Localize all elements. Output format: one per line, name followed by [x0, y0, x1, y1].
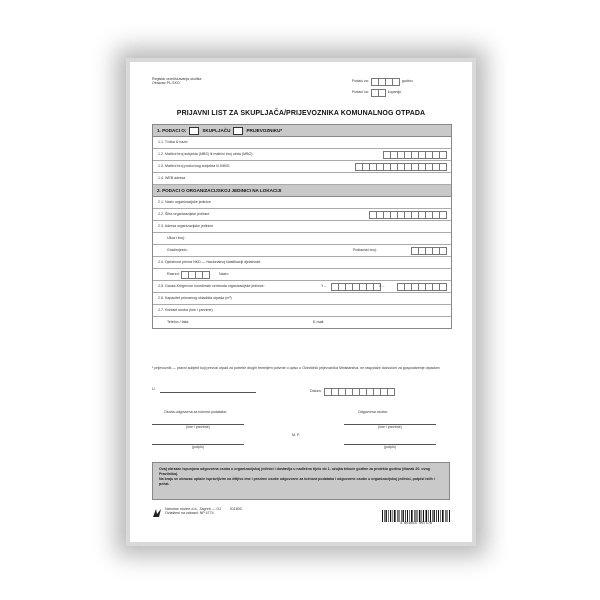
row-2-2[interactable]: 2.2. Šifra organizacijske jedinice	[153, 209, 451, 221]
row-2-3[interactable]: 2.3. Adresa organizacijske jedinice	[153, 221, 451, 233]
form-table	[152, 124, 452, 329]
signature-caption-right: (potpis)	[384, 445, 396, 449]
year-boxes[interactable]	[371, 78, 400, 86]
mbs-boxes[interactable]	[383, 151, 447, 159]
form-code: 511800	[230, 507, 242, 511]
row-2-7[interactable]: 2.7. Kontakt osoba (ime i prezime)	[153, 305, 451, 317]
register-header	[152, 78, 201, 86]
name-caption-left: (ime i prezime)	[186, 425, 210, 429]
row-2-4[interactable]: 2.4. Djelatnost prema NKD — Nacionalnoj klasifikaciji djelatnosti	[153, 257, 451, 269]
responsible-data-label: Osoba odgovorna za točnost podataka:	[164, 410, 227, 414]
row-1-4[interactable]: 1.4. WEB adresa	[153, 173, 451, 185]
date-field: Datum:	[310, 388, 395, 396]
form-sheet	[130, 62, 472, 542]
row-1-2[interactable]: 1.2. Matični broj subjekta (MBS) ili matični broj obrta (MBO)	[153, 149, 451, 161]
place-label: U	[152, 387, 155, 391]
stamp-place: M. P.	[292, 433, 300, 437]
place-line[interactable]	[160, 392, 256, 393]
section1-header: 1. PODACI O: SKUPLJAČU PRIJEVOZNIKU*	[153, 125, 451, 137]
footnote: * prijevoznik — pravni subjekt koji prevozi otpad za potrebe drugih temeljem potvrde o upisu u Očevidnik prijevoznika Ministarstva, ne raspolaže dozvolom za gospodarenje otpadom	[152, 366, 440, 370]
skupljac-checkbox[interactable]	[189, 127, 199, 135]
row-razred[interactable]: Razred: Naziv:	[153, 269, 451, 281]
jmbg-boxes[interactable]	[355, 163, 447, 171]
county-field: Podaci za: županiju	[352, 89, 401, 97]
responsible-person-label: Odgovorna osoba:	[358, 410, 388, 414]
prijevoznik-checkbox[interactable]	[233, 127, 243, 135]
register-line2: Obrazac PL-SKO	[152, 80, 180, 85]
x-boxes[interactable]	[397, 283, 447, 291]
signature-caption-left: (potpis)	[192, 445, 204, 449]
publisher-info: Narodne novine d.d., Zagreb — OJ Ovlašteni na zabrani: NP 4774	[165, 507, 221, 515]
y-boxes[interactable]	[331, 283, 381, 291]
row-telefon[interactable]: Telefon / faks: E-mail:	[167, 320, 325, 324]
row-grad[interactable]: Grad/mjesto: Poštanski broj:	[153, 245, 451, 257]
section2-header: 2. PODACI O ORGANIZACIJSKOJ JEDINICI NA LOKACIJI	[153, 185, 451, 197]
publisher-logo-icon	[152, 508, 162, 518]
county-boxes[interactable]	[371, 89, 386, 97]
row-2-1[interactable]: 2.1. Naziv organizacijske jedinice	[153, 197, 451, 209]
date-boxes[interactable]	[324, 388, 395, 396]
row-1-3[interactable]: 1.3. Matični broj poslovnog subjekta ili JMBG	[153, 161, 451, 173]
sifra-boxes[interactable]	[369, 211, 447, 219]
barcode-number: 3 856015 067176	[399, 522, 433, 526]
register-line1: Registar onečišćavanja okoliša	[152, 77, 202, 81]
instructions-box: Ovaj obrazac ispunjava odgovorna osoba u organizacijskoj jedinici i dostavlja u nadležno tijelo do 1. ožujka tekuće godine za proteklu godinu (članak 20. ovog Pravilnika). Na kraju se obrazac uplače ispravljivim na čitljivo ime i prezime osobe odgovorne za točnost podataka i odgovorne osobe u organizacijskoj jedinici, potpisi istih i pečat.	[152, 462, 450, 500]
razred-boxes[interactable]	[181, 271, 210, 279]
row-1-1[interactable]: 1.1. Tvrtka & naziv	[153, 137, 451, 149]
row-2-6[interactable]: 2.6. Kapacitet primarnog skladišta otpada (m³)	[153, 293, 451, 305]
row-2-5[interactable]: 2.5. Gauss-Krügerove koordinate centroida organizacijske jedinice: Y – X –	[153, 281, 451, 293]
name-caption-right: (ime i prezime)	[378, 425, 402, 429]
postanski-boxes[interactable]	[411, 247, 447, 255]
form-title: PRIJAVNI LIST ZA SKUPLJAČA/PRIJEVOZNIKA KOMUNALNOG OTPADA	[176, 110, 426, 117]
year-field: Podaci za: godinu	[352, 78, 413, 86]
row-ulica[interactable]: Ulica i broj:	[153, 233, 451, 245]
